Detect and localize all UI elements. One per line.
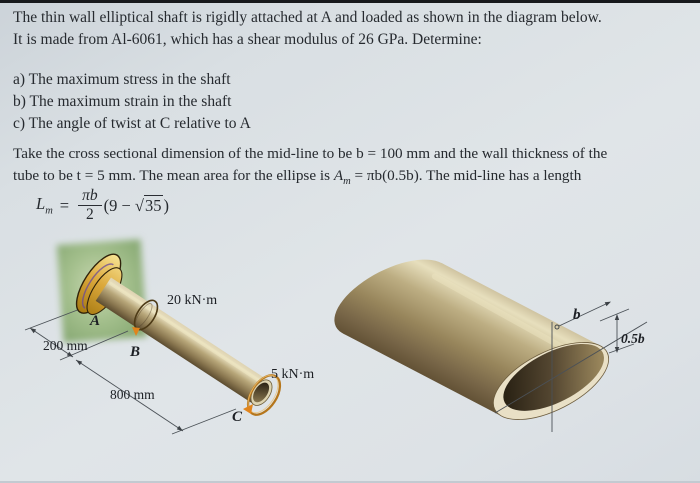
question-item-c [13, 113, 697, 135]
formula-tail [104, 196, 169, 216]
item-label: a) [13, 71, 26, 88]
area-subscript: m [343, 176, 351, 188]
intro-line-1: The thin wall elliptical shaft is rigidly attached at A and loaded as shown in the diagram below. [13, 9, 602, 26]
extension-line-top [600, 309, 629, 321]
section-figure [323, 228, 647, 483]
radical-sign: √ [134, 195, 144, 215]
area-variable: A [333, 167, 344, 184]
question-list [13, 69, 697, 135]
item-text: The angle of twist at C relative to A [28, 115, 251, 132]
details-line-2-pre: tube to be t = 5 mm. The mean area for the ellipse is [13, 167, 334, 184]
point-label-a: A [90, 313, 101, 329]
arrowhead [605, 302, 611, 307]
arrowhead [177, 426, 183, 431]
arrowhead [30, 328, 36, 333]
elliptical-tube [323, 228, 621, 483]
arrowhead [76, 360, 82, 365]
fraction-denominator: 2 [85, 206, 94, 223]
question-item-b [13, 91, 697, 113]
formula-lhs [36, 194, 53, 216]
paren-open: (9 − [103, 195, 135, 215]
dimension-line-b [559, 303, 608, 326]
paren-close: ) [163, 195, 169, 215]
item-label: c) [13, 115, 26, 132]
point-label-b: B [130, 344, 141, 360]
details-line-1: Take the cross sectional dimension of the mid-line to be b = 100 mm and the wall thickness of the [13, 145, 608, 162]
question-item-a [13, 69, 697, 91]
item-text: The maximum stress in the shaft [28, 71, 231, 88]
intro-line-2: It is made from Al-6061, which has a shear modulus of 26 GPa. Determine: [13, 31, 482, 48]
shaft-figure [25, 239, 314, 434]
torque-b-label: 20 kN·m [167, 293, 218, 308]
figure-canvas [0, 228, 700, 483]
torque-c-label: 5 kN·m [271, 367, 315, 382]
problem-intro [13, 7, 697, 51]
midline-length-formula [36, 188, 169, 223]
point-label-c: C [232, 409, 243, 425]
equals-sign: = [59, 195, 70, 215]
length-variable: L [36, 194, 46, 214]
dim-label-b: b [573, 307, 581, 323]
fraction-numerator: πb [78, 188, 102, 206]
item-text: The maximum strain in the shaft [29, 93, 232, 110]
problem-details [13, 143, 697, 193]
dim-label-halfb: 0.5b [621, 331, 645, 346]
dim-label-800mm: 800 mm [110, 387, 155, 402]
scan-top-edge [0, 0, 700, 3]
radicand: 35 [144, 195, 162, 215]
dim-label-200mm: 200 mm [43, 338, 88, 353]
length-subscript: m [45, 205, 53, 217]
details-line-2-post: = πb(0.5b). The mid-line has a length [350, 167, 582, 184]
fraction [78, 188, 102, 223]
item-label: b) [13, 93, 26, 110]
